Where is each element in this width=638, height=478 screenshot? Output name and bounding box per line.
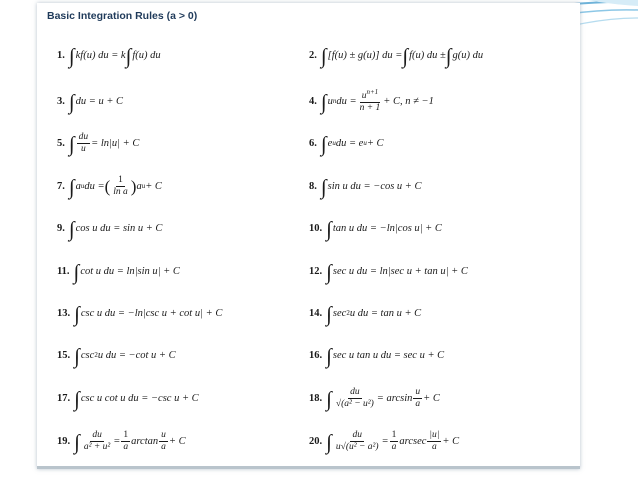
rule-14: 14. ∫ sec 2 u du = tan u + C bbox=[309, 301, 422, 326]
rule-2: 2. ∫ [f(u) ± g(u)] du = ∫ f(u) du ± ∫ g(u) du bbox=[309, 43, 484, 68]
rule-17: 17. ∫ csc u cot u du = −csc u + C bbox=[57, 386, 199, 411]
rule-8: 8. ∫ sin u du = −cos u + C bbox=[309, 174, 422, 199]
rule-12: 12. ∫ sec u du = ln|sec u + tan u| + C bbox=[309, 259, 468, 284]
integral-sign: ∫ bbox=[68, 43, 75, 68]
table-title: Basic Integration Rules (a > 0) bbox=[47, 10, 198, 22]
rule-15: 15. ∫ csc 2 u du = −cot u + C bbox=[57, 343, 176, 368]
integration-rules-card bbox=[37, 3, 580, 469]
rule-1: 1. ∫ kf(u) du = k ∫ f(u) du bbox=[57, 43, 161, 68]
integral-sign: ∫ bbox=[125, 43, 132, 68]
rule-10: 10. ∫ tan u du = −ln|cos u| + C bbox=[309, 216, 442, 241]
rule-20: 20. ∫ $\frac{du}{\text{u√(u² − a²)}}$ = $\frac{1}{a}$ arcsec $\frac{|u|}{a}$ + C bbox=[309, 429, 460, 454]
rule-7: 7. ∫ a u du = ( $\frac{1}{\text{ln a}}$ ) a u + C bbox=[57, 174, 162, 199]
rule-19: 19. ∫ $\frac{du}{\text{a² + u²}}$ = $\frac{1}{a}$ arctan $\frac{u}{a}$ + C bbox=[57, 429, 186, 454]
rule-9: 9. ∫ cos u du = sin u + C bbox=[57, 216, 163, 241]
rule-16: 16. ∫ sec u tan u du = sec u + C bbox=[309, 343, 445, 368]
rule-13: 13. ∫ csc u du = −ln|csc u + cot u| + C bbox=[57, 301, 223, 326]
rule-3: 3. ∫ du = u + C bbox=[57, 89, 124, 114]
rule-6: 6. ∫ e u du = e u + C bbox=[309, 131, 384, 156]
rule-4: 4. ∫ u n du = $\frac{u^{n+1}}{n + 1}$ + C, n ≠ −1 bbox=[309, 87, 434, 114]
rule-11: 11. ∫ cot u du = ln|sin u| + C bbox=[57, 259, 180, 284]
fraction: $\frac{u^{n+1}}{n + 1}$ bbox=[359, 87, 381, 113]
rule-5: 5. ∫ $\frac{du}{u}$ = ln|u| + C bbox=[57, 131, 140, 156]
rule-18: 18. ∫ $\frac{du}{\text{√(a² − u²)}}$ = arcsin $\frac{u}{a}$ + C bbox=[309, 386, 440, 411]
